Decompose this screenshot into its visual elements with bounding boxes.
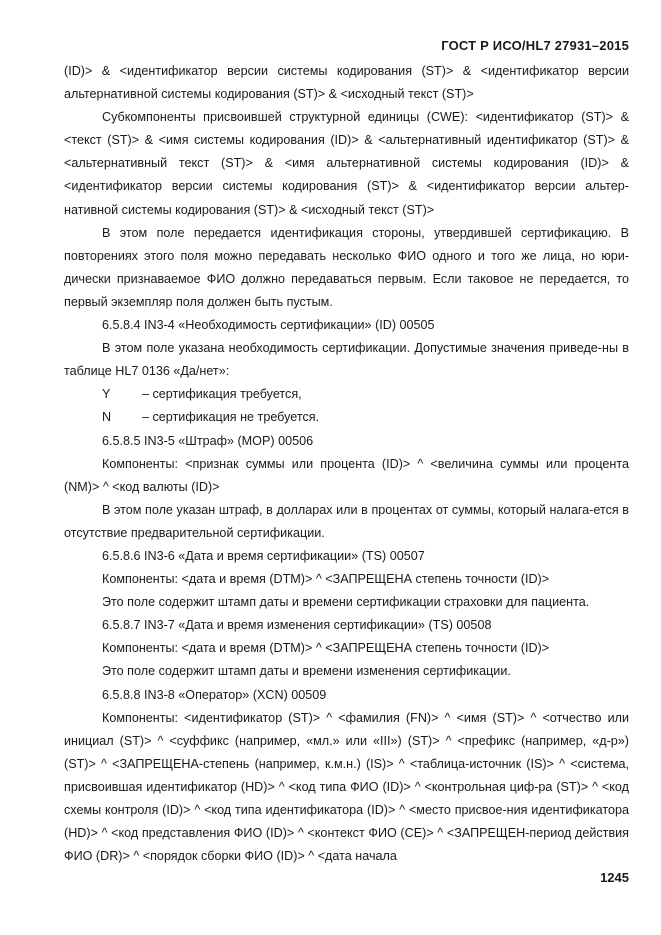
paragraph: Субкомпоненты присвоившей структурной единицы (CWE): <идентификатор (ST)> & <текст (ST)> & <имя системы кодирования (ID)> & <альтернативный идентификатор (ST)> & <альтернативный текст (ST)> & <имя альтернативной системы кодирования (ID)> & <идентификатор версии системы кодирования (ST)> & <идентификатор версии альтер-нативной системы кодирования (ST)> & <исходный текст (ST)> (64, 110, 629, 217)
paragraph: Это поле содержит штамп даты и времени изменения сертификации. (102, 664, 511, 679)
option-row (64, 383, 629, 406)
option-row (64, 406, 629, 429)
section-heading: 6.5.8.4 IN3-4 «Необходимость сертификации» (ID) 00505 (102, 318, 435, 333)
paragraph: Компоненты: <дата и время (DTM)> ^ <ЗАПРЕЩЕНА степень точности (ID)> (102, 641, 550, 656)
paragraph: Компоненты: <дата и время (DTM)> ^ <ЗАПРЕЩЕНА степень точности (ID)> (102, 572, 550, 587)
page-body (64, 60, 629, 868)
page-number: 1245 (600, 870, 629, 885)
paragraph: Это поле содержит штамп даты и времени сертификации страховки для пациента. (102, 595, 590, 610)
paragraph: В этом поле передается идентификация стороны, утвердившей сертификацию. В повторениях этого поля можно передавать несколько ФИО одного и того же лица, но юри-дически признаваемое ФИО должно передаваться первым. Если таковое не передается, то первый экземпляр поля должен быть пустым. (64, 225, 629, 309)
paragraph: Компоненты: <признак суммы или процента (ID)> ^ <величина суммы или процента (NM)> ^ <код валюты (ID)> (64, 456, 629, 494)
option-code: N (102, 410, 112, 425)
section-heading: 6.5.8.8 IN3-8 «Оператор» (XCN) 00509 (102, 687, 327, 702)
paragraph: Компоненты: <идентификатор (ST)> ^ <фамилия (FN)> ^ <имя (ST)> ^ <отчество или инициал (ST)> ^ <суффикс (например, «мл.» или «III») (ST)> ^ <префикс (например, «д-р») (ST)> ^ <ЗАПРЕЩЕНА-степень (например, к.м.н.) (IS)> ^ <таблица-источник (IS)> ^ <система, присвоившая идентификатор (HD)> ^ <код типа ФИО (ID)> ^ <контрольная циф-ра (ST)> ^ <код схемы контроля (ID)> ^ <код типа идентификатора (ID)> ^ <место присвое-ния идентификатора (HD)> ^ <код представления ФИО (ID)> ^ <контекст ФИО (CE)> ^ <ЗАПРЕЩЕН-период действия ФИО (DR)> ^ <порядок сборки ФИО (ID)> ^ <дата начала (64, 710, 629, 864)
section-heading: 6.5.8.7 IN3-7 «Дата и время изменения сертификации» (TS) 00508 (102, 618, 492, 633)
section-heading: 6.5.8.5 IN3-5 «Штраф» (MOP) 00506 (102, 433, 314, 448)
paragraph: (ID)> & <идентификатор версии системы кодирования (ST)> & <идентификатор версии альтернативной системы кодирования (ST)> & <исходный текст (ST)> (64, 64, 629, 102)
paragraph: В этом поле указана необходимость сертификации. Допустимые значения приведе-ны в таблице HL7 0136 «Да/нет»: (64, 341, 629, 379)
option-text: – сертификация требуется, (142, 387, 302, 402)
page-header-standard: ГОСТ Р ИСО/HL7 27931–2015 (441, 38, 629, 53)
option-code: Y (102, 387, 111, 402)
section-heading: 6.5.8.6 IN3-6 «Дата и время сертификации» (TS) 00507 (102, 548, 425, 563)
option-text: – сертификация не требуется. (142, 410, 320, 425)
paragraph: В этом поле указан штраф, в долларах или в процентах от суммы, который налага-ется в отсутствие предварительной сертификации. (64, 502, 629, 540)
